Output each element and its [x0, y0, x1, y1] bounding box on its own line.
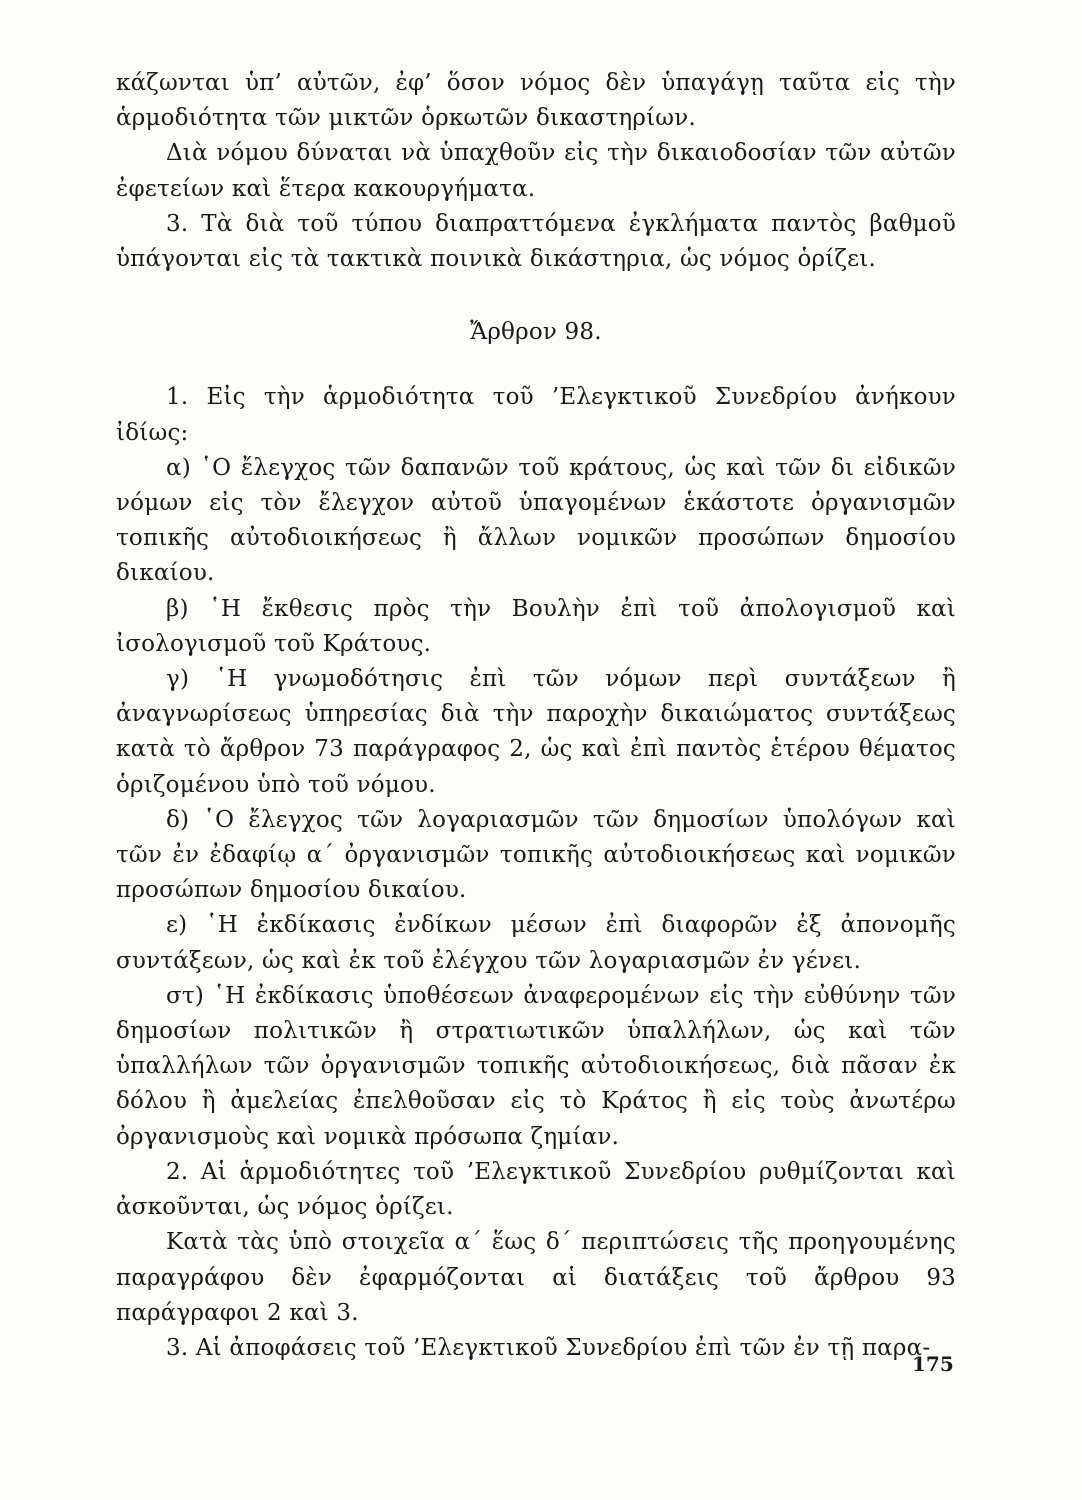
page-number: 175: [912, 1352, 954, 1376]
paragraph: 3. Τὰ διὰ τοῦ τύπου διαπραττόμενα ἐγκλήματα παντὸς βαθμοῦ ὑπάγονται εἰς τὰ τακτικὰ ποινικὰ δικάστηρια, ὡς νόμος ὁρίζει.: [116, 210, 956, 273]
paragraph: στ) ῾Η ἐκδίκασις ὑποθέσεων ἀναφερομένων εἰς τὴν εὐθύνην τῶν δημοσίων πολιτικῶν ἢ στρατιωτικῶν ὑπαλλήλων, ὡς καὶ τῶν ὑπαλλήλων τῶν ὀργανισμῶν τοπικῆς αὐτοδιοικήσεως, διὰ πᾶσαν ἐκ δόλου ἢ ἀμελείας ἐπελθοῦσαν εἰς τὸ Κράτος ἢ εἰς τοὺς ἀνωτέρω ὀργανισμοὺς καὶ νομικὰ πρόσωπα ζημίαν.: [116, 982, 956, 1150]
paragraph: δ) ῾Ο ἔλεγχος τῶν λογαριασμῶν τῶν δημοσίων ὑπολόγων καὶ τῶν ἐν ἐδαφίῳ α΄ ὀργανισμῶν τοπικῆς αὐτοδιοικήσεως καὶ νομικῶν προσώπων δημοσίου δικαίου.: [116, 806, 956, 904]
paragraph: γ) ῾Η γνωμοδότησις ἐπὶ τῶν νόμων περὶ συντάξεων ἢ ἀναγνωρίσεως ὑπηρεσίας διὰ τὴν παροχὴν δικαιώματος συντάξεως κατὰ τὸ ἄρθρον 73 παράγραφος 2, ὡς καὶ ἐπὶ παντὸς ἑτέρου θέματος ὁριζομένου ὑπὸ τοῦ νόμου.: [116, 666, 956, 798]
paragraph: α) ῾Ο ἔλεγχος τῶν δαπανῶν τοῦ κράτους, ὡς καὶ τῶν δι εἰδικῶν νόμων εἰς τὸν ἔλεγχον αὐτοῦ ὑπαγομένων ἑκάστοτε ὀργανισμῶν τοπικῆς αὐτοδιοικήσεως ἢ ἄλλων νομικῶν προσώπων δημοσίου δικαίου.: [116, 454, 956, 587]
paragraph: 3. Αἱ ἀποφάσεις τοῦ ’Ελεγκτικοῦ Συνεδρίου ἐπὶ τῶν ἐν τῇ παρα-: [166, 1334, 931, 1361]
paragraph: β) ῾Η ἔκθεσις πρὸς τὴν Βουλὴν ἐπὶ τοῦ ἀπολογισμοῦ καὶ ἰσολογισμοῦ τοῦ Κράτους.: [116, 595, 956, 657]
paragraph: Διὰ νόμου δύναται νὰ ὑπαχθοῦν εἰς τὴν δικαιοδοσίαν τῶν αὐτῶν ἐφετείων καὶ ἕτερα κακουργήματα.: [116, 140, 956, 202]
body-text: [116, 66, 956, 1366]
paragraph: ε) ῾Η ἐκδίκασις ἐνδίκων μέσων ἐπὶ διαφορῶν ἐξ ἀπονομῆς συντάξεων, ὡς καὶ ἐκ τοῦ ἐλέγχου τῶν λογαριασμῶν ἐν γένει.: [116, 912, 956, 974]
paragraph: 1. Εἰς τὴν ἁρμοδιότητα τοῦ ’Ελεγκτικοῦ Συνεδρίου ἀνήκουν ἰδίως:: [116, 384, 956, 446]
article-heading: Ἄρθρον 98.: [470, 319, 602, 346]
paragraph-continuation: κάζωνται ὑπ’ αὐτῶν, ἐφ’ ὅσον νόμος δὲν ὑπαγάγῃ ταῦτα εἰς τὴν ἁρμοδιότητα τῶν μικτῶν ὁρκωτῶν δικαστηρίων.: [116, 70, 956, 132]
paragraph: 2. Αἱ ἁρμοδιότητες τοῦ ’Ελεγκτικοῦ Συνεδρίου ρυθμίζονται καὶ ἀσκοῦνται, ὡς νόμος ὁρίζει.: [116, 1158, 956, 1221]
paragraph: Κατὰ τὰς ὑπὸ στοιχεῖα α΄ ἕως δ΄ περιπτώσεις τῆς προηγουμένης παραγράφου δὲν ἐφαρμόζονται αἱ διατάξεις τοῦ ἄρθρου 93 παράγραφοι 2 καὶ 3.: [116, 1229, 956, 1326]
